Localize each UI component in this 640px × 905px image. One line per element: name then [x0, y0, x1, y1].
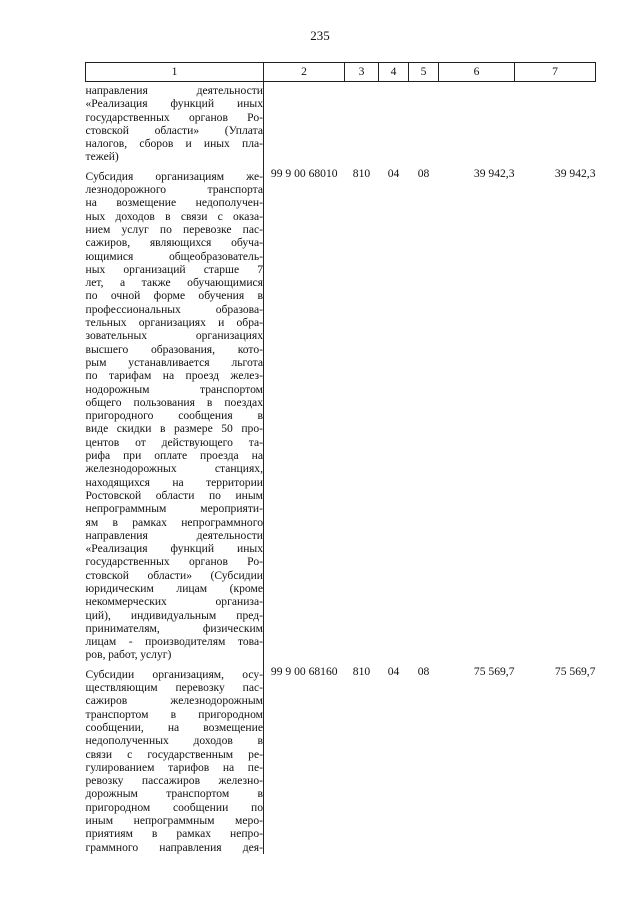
continuation-description [86, 82, 264, 164]
description-line: Субсидии организациям, осу- [85, 667, 263, 681]
description-line: гулированием тарифов на пе- [85, 760, 263, 774]
description-line: нодорожным транспортом [85, 382, 263, 396]
row-col-4: 04 [387, 166, 400, 180]
description-line: ций), индивидуальным пред- [85, 608, 263, 622]
description-line: рым устанавливается льгота [85, 355, 263, 369]
description-line: лет, а также обучающимися [85, 276, 263, 290]
row-description [86, 662, 264, 854]
header-col-2: 2 [264, 63, 345, 82]
row-code: 99 9 00 68160 [264, 662, 345, 854]
description-line: лицам - производителям това- [85, 635, 263, 649]
description-line: на возмещение недополучен- [85, 196, 263, 210]
description-line: ям в рамках непрограммного [85, 515, 263, 529]
header-col-7: 7 [515, 63, 596, 82]
description-line: центов от действующего та- [85, 435, 263, 449]
budget-table [85, 62, 596, 854]
description-line: виде скидки в размере 50 про- [85, 422, 263, 436]
description-line: связи с государственным ре- [85, 747, 263, 761]
description-line: некоммерческих организа- [85, 595, 263, 609]
continuation-line: государственных органов Ро- [85, 110, 263, 124]
description-line: ров, работ, услуг) [85, 648, 172, 662]
description-line: профессиональных образова- [85, 302, 263, 316]
description-line: приятиям в рамках непро- [85, 827, 263, 841]
continuation-line: стовской области» (Уплата [85, 123, 263, 137]
row-code: 99 9 00 68010 [264, 164, 345, 662]
continuation-row [86, 82, 596, 164]
description-line: пригородном сообщении по [85, 800, 263, 814]
description-line: зовательных организациях [85, 329, 263, 343]
description-line: высшего образования, кото- [85, 342, 263, 356]
table-row [86, 662, 596, 854]
header-col-1: 1 [86, 63, 264, 82]
description-line: дорожным транспортом в [85, 787, 263, 801]
description-line: ющимися общеобразователь- [85, 249, 263, 263]
description-line: иным непрограммным меро- [85, 814, 263, 828]
header-row [86, 63, 596, 82]
row-col-3: 810 [352, 664, 371, 678]
description-line: общего пользования в поездах [85, 395, 263, 409]
description-line: находящихся на территории [85, 475, 263, 489]
continuation-line: тежей) [85, 150, 119, 164]
description-line: рифа при оплате проезда на [85, 449, 263, 463]
description-line: пригородного сообщения в [85, 409, 263, 423]
description-line: сажиров, являющихся обуча- [85, 236, 263, 250]
description-line: граммного направления дея- [85, 840, 263, 854]
description-line: тельных организациях и обра- [85, 316, 263, 330]
description-line: ных организаций старше 7 [85, 262, 263, 276]
description-line: «Реализация функций иных [85, 542, 263, 556]
description-line: лезнодорожного транспорта [85, 183, 263, 197]
description-line: направления деятельности [85, 528, 263, 542]
description-line: принимателям, физическим [85, 621, 263, 635]
page-number: 235 [310, 28, 330, 43]
description-line: юридическим лицам (кроме [85, 581, 263, 595]
row-amount-2: 75 569,7 [554, 664, 596, 678]
description-line: ществляющим перевозку пас- [85, 681, 263, 695]
continuation-line: налогов, сборов и иных пла- [85, 137, 263, 151]
header-col-4: 4 [379, 63, 409, 82]
description-line: ревозку пассажиров железно- [85, 774, 263, 788]
description-line: по очной форме обучения в [85, 289, 263, 303]
description-line: ных доходов в связи с оказа- [85, 209, 263, 223]
header-col-5: 5 [409, 63, 439, 82]
description-line: Ростовской области по иным [85, 488, 263, 502]
continuation-line: «Реализация функций иных [85, 97, 263, 111]
description-line: непрограммным мероприяти- [85, 502, 263, 516]
description-line: Субсидия организациям же- [85, 169, 263, 183]
description-line: сообщении, на возмещение [85, 720, 263, 734]
description-line: государственных органов Ро- [85, 555, 263, 569]
row-col-5: 08 [417, 166, 430, 180]
header-col-3: 3 [345, 63, 379, 82]
row-amount-1: 39 942,3 [473, 166, 515, 180]
table-row [86, 164, 596, 662]
row-col-5: 08 [417, 664, 430, 678]
description-line: по тарифам на проезд желез- [85, 369, 263, 383]
description-line: железнодорожных станциях, [85, 462, 263, 476]
description-line: недополученных доходов в [85, 734, 263, 748]
row-col-3: 810 [352, 166, 371, 180]
continuation-line: направления деятельности [85, 84, 263, 97]
row-description [86, 164, 264, 662]
description-line: транспортом в пригородном [85, 707, 263, 721]
row-col-4: 04 [387, 664, 400, 678]
description-line: стовской области» (Субсидии [85, 568, 263, 582]
description-line: нием услуг по перевозке пас- [85, 222, 263, 236]
row-amount-1: 75 569,7 [473, 664, 515, 678]
description-line: сажиров железнодорожным [85, 694, 263, 708]
header-col-6: 6 [439, 63, 515, 82]
row-amount-2: 39 942,3 [554, 166, 596, 180]
